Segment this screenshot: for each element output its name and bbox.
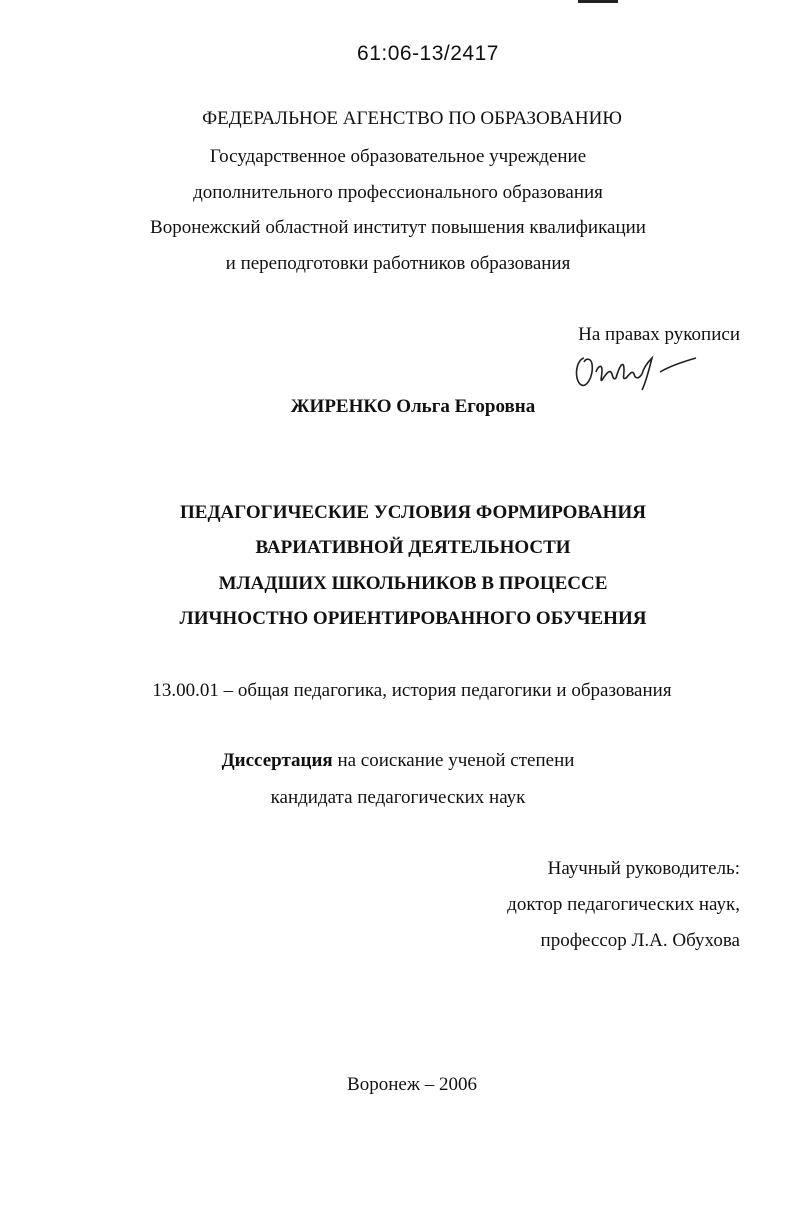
city-year: Воронеж – 2006 (347, 1074, 477, 1095)
archive-code: 61:06-13/2417 (357, 42, 499, 65)
title-line-4: ЛИЧНОСТНО ОРИЕНТИРОВАННОГО ОБУЧЕНИЯ (179, 608, 647, 629)
agency-name: ФЕДЕРАЛЬНОЕ АГЕНСТВО ПО ОБРАЗОВАНИЮ (202, 108, 622, 129)
supervisor-degree: доктор педагогических наук, (507, 894, 740, 915)
title-line-2: ВАРИАТИВНОЙ ДЕЯТЕЛЬНОСТИ (255, 537, 571, 558)
supervisor-name: профессор Л.А. Обухова (540, 930, 740, 951)
title-line-3: МЛАДШИХ ШКОЛЬНИКОВ В ПРОЦЕССЕ (218, 573, 608, 594)
specialty-code: 13.00.01 – общая педагогика, история педагогики и образования (152, 680, 672, 701)
manuscript-rights: На правах рукописи (578, 324, 740, 345)
scan-mark (578, 0, 618, 3)
institution-line-1: Государственное образовательное учреждение (209, 146, 587, 167)
handwritten-signature (572, 350, 702, 392)
author-name: ЖИРЕНКО Ольга Егоровна (290, 396, 536, 417)
institution-line-3: Воронежский областной институт повышения квалификации (150, 217, 646, 238)
institution-line-4: и переподготовки работников образования (225, 253, 571, 274)
dissertation-line (0, 749, 796, 773)
dissertation-degree: кандидата педагогических наук (270, 787, 526, 808)
supervisor-heading: Научный руководитель: (547, 858, 740, 879)
dissertation-label: Диссертация (221, 750, 333, 771)
title-line-1: ПЕДАГОГИЧЕСКИЕ УСЛОВИЯ ФОРМИРОВАНИЯ (180, 502, 646, 523)
dissertation-purpose: на соискание ученой степени (332, 750, 575, 771)
institution-line-2: дополнительного профессионального образования (193, 182, 603, 203)
